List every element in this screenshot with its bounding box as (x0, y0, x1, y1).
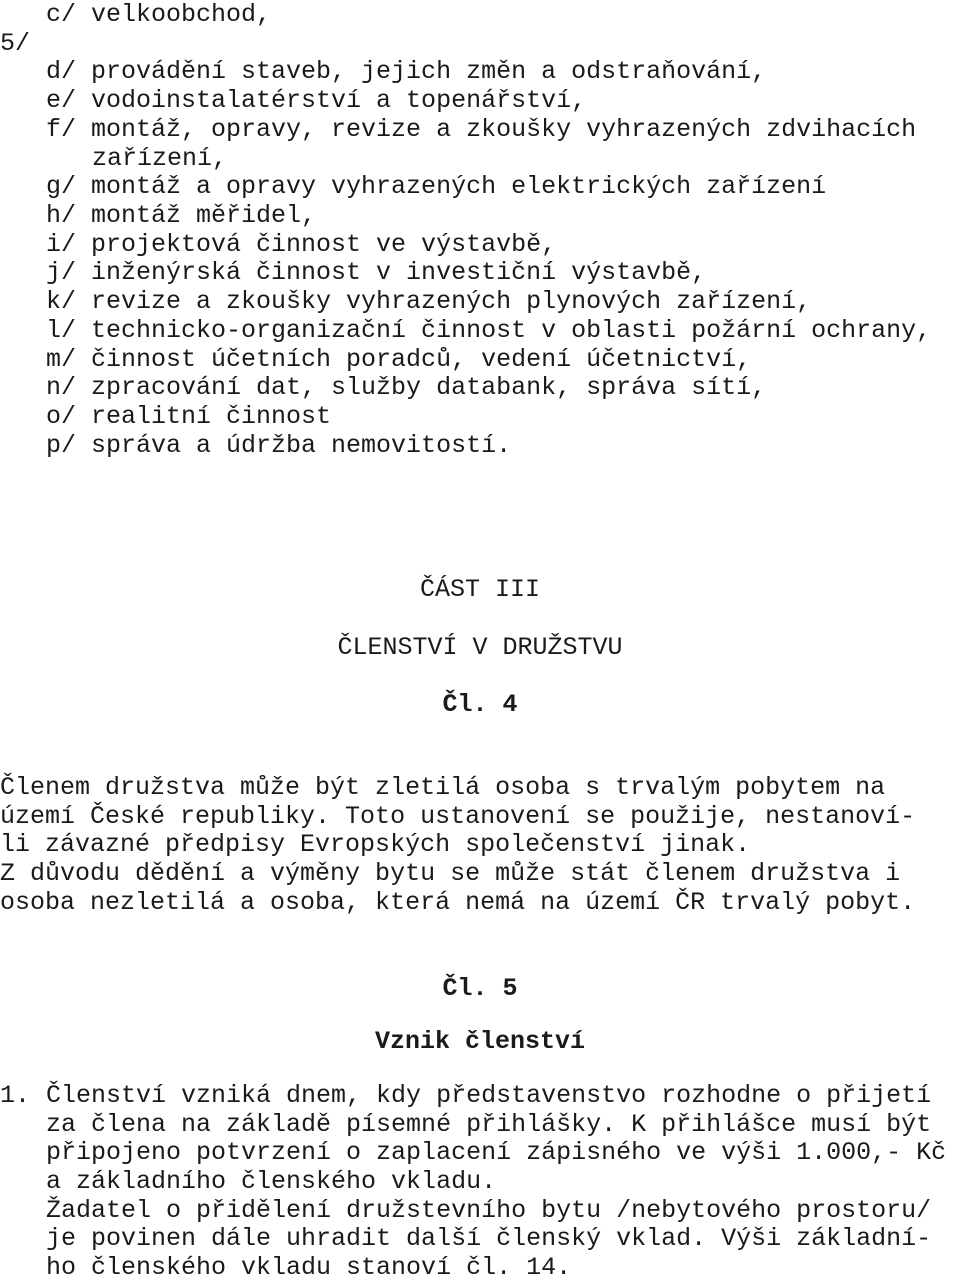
paragraph-line: za člena na základě písemné přihlášky. K přihlášce musí být (46, 1110, 932, 1139)
list-item: n/ zpracování dat, služby databank, správa sítí, (46, 373, 767, 402)
paragraph-line: a základního členského vkladu. (46, 1167, 497, 1196)
list-item: e/ vodoinstalatérství a topenářství, (46, 86, 587, 115)
paragraph-line: Žadatel o přidělení družstevního bytu /nebytového prostoru/ (46, 1196, 932, 1225)
paragraph-line: Členství vzniká dnem, kdy představenstvo rozhodne o přijetí (46, 1081, 932, 1110)
list-item-continuation: zařízení, (92, 144, 228, 173)
list-item: c/ velkoobchod, (46, 0, 272, 29)
paragraph-line: Z důvodu dědění a výměny bytu se může stát členem družstva i (0, 859, 901, 888)
article-title: Vznik členství (374, 1027, 586, 1056)
list-item: d/ provádění staveb, jejich změn a odstraňování, (46, 57, 767, 86)
list-item: p/ správa a údržba nemovitostí. (46, 431, 512, 460)
article-heading: Čl. 4 (442, 690, 518, 719)
part-title: ČÁST III (419, 575, 541, 604)
list-item: m/ činnost účetních poradců, vedení účetnictví, (46, 345, 752, 374)
list-item: k/ revize a zkoušky vyhrazených plynových zařízení, (46, 287, 812, 316)
paragraph-line: připojeno potvrzení o zaplacení zápisného ve výši 1.000,- Kč (46, 1138, 947, 1167)
list-item: f/ montáž, opravy, revize a zkoušky vyhrazených zdvihacích (46, 115, 917, 144)
list-item: l/ technicko-organizační činnost v oblasti požární ochrany, (46, 316, 932, 345)
item-number: 1. (0, 1081, 31, 1110)
paragraph-line: osoba nezletilá a osoba, která nemá na území ČR trvalý pobyt. (0, 888, 916, 917)
paragraph-line: území České republiky. Toto ustanovení se použije, nestanoví- (0, 802, 916, 831)
paragraph-line: li závazné předpisy Evropských společenství jinak. (0, 830, 751, 859)
list-item: i/ projektová činnost ve výstavbě, (46, 230, 557, 259)
article-heading: Čl. 5 (442, 974, 518, 1003)
margin-number: 5/ (0, 29, 31, 58)
list-item: o/ realitní činnost (46, 402, 332, 431)
paragraph-line: Členem družstva může být zletilá osoba s trvalým pobytem na (0, 773, 886, 802)
paragraph-line: ho členského vkladu stanoví čl. 14. (46, 1253, 572, 1282)
paragraph-line: je povinen dále uhradit další členský vklad. Výši základní- (46, 1224, 932, 1253)
part-subtitle: ČLENSTVÍ V DRUŽSTVU (337, 633, 623, 662)
list-item: j/ inženýrská činnost v investiční výstavbě, (46, 258, 707, 287)
list-item: g/ montáž a opravy vyhrazených elektrických zařízení (46, 172, 827, 201)
list-item: h/ montáž měřidel, (46, 201, 317, 230)
